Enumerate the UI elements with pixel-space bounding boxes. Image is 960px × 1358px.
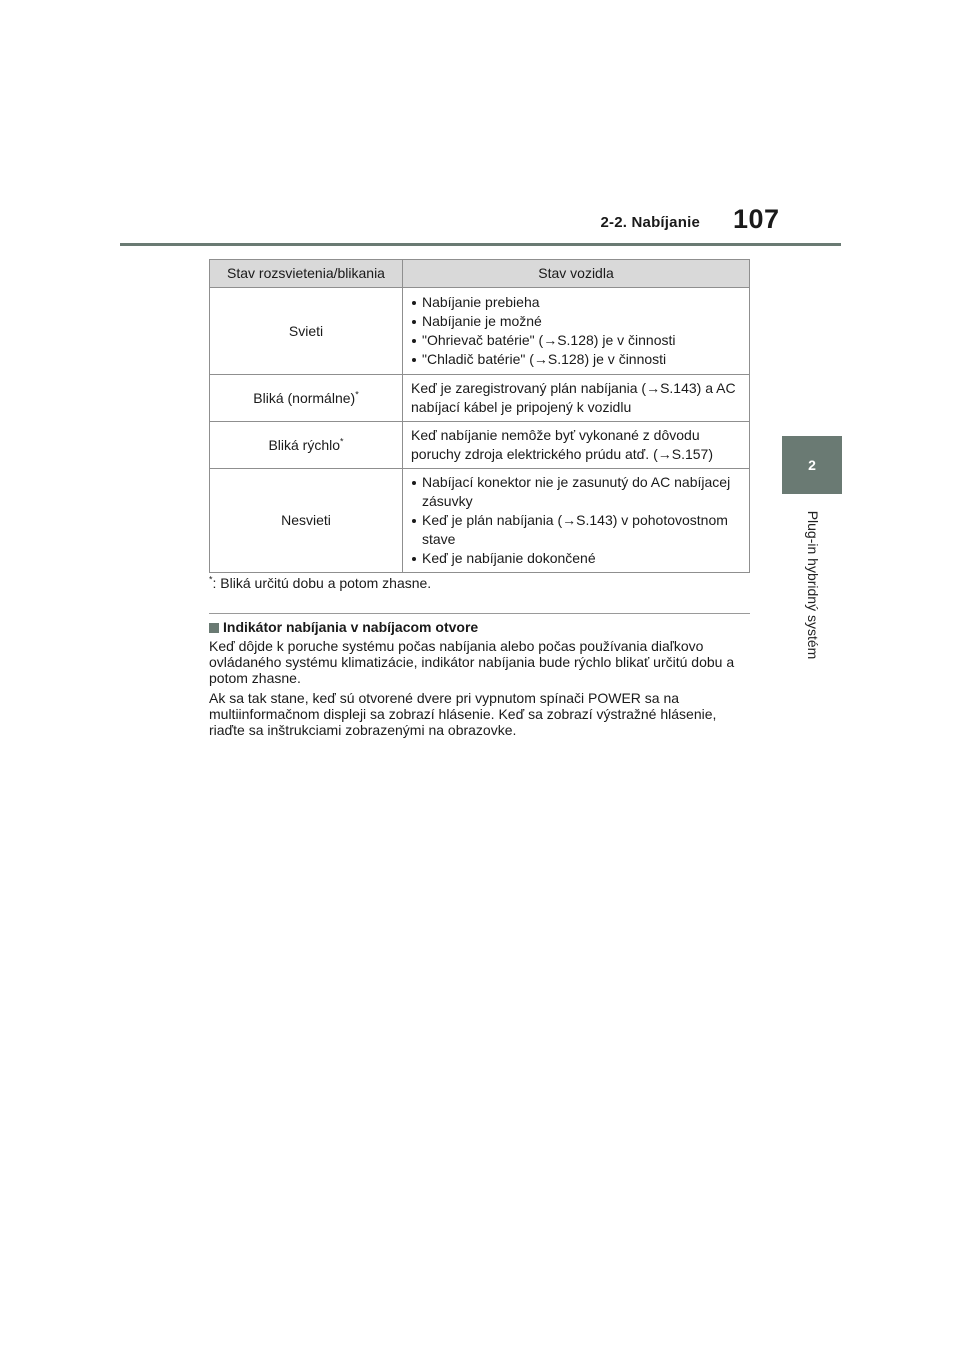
state-cell: Nesvieti [210, 469, 403, 573]
table-row [210, 422, 750, 469]
description-cell [403, 288, 750, 375]
footnote-text: : Bliká určitú dobu a potom zhasne. [212, 575, 432, 591]
state-label: Bliká (normálne) [253, 389, 356, 406]
state-cell [210, 422, 403, 469]
table-header-row [210, 260, 750, 288]
list-item: Keď je nabíjanie dokončené [411, 549, 741, 568]
state-cell [210, 375, 403, 422]
chapter-tab: 2 [782, 436, 842, 494]
table-row [210, 288, 750, 375]
column-header-vehicle-state: Stav vozidla [403, 260, 750, 288]
indicator-status-table [209, 259, 750, 573]
paragraph: Ak sa tak stane, keď sú otvorené dvere pri vypnutom spínači POWER sa na multiinformačnom displeji sa zobrazí hlásenie. Keď sa zobrazí výstražné hlásenie, riaďte sa inštrukciami zobrazenými na obrazovke. [209, 690, 717, 738]
description-cell [403, 469, 750, 573]
section-heading-text: Indikátor nabíjania v nabíjacom otvore [223, 619, 479, 635]
bullet-list [411, 293, 741, 369]
header-divider [120, 243, 841, 246]
column-header-lighting-state: Stav rozsvietenia/blikania [210, 260, 403, 288]
description-cell: Keď je zaregistrovaný plán nabíjania (→S.143) a AC nabíjací kábel je pripojený k vozidlu [403, 375, 750, 422]
footnote-mark: * [340, 435, 344, 446]
state-cell: Svieti [210, 288, 403, 375]
list-item: Nabíjanie prebieha [411, 293, 741, 312]
list-item: Nabíjanie je možné [411, 312, 741, 331]
table-footnote [209, 575, 431, 591]
section-title: 2-2. Nabíjanie [600, 214, 700, 231]
table-row [210, 375, 750, 422]
list-item: Nabíjací konektor nie je zasunutý do AC nabíjacej zásuvky [411, 473, 741, 511]
list-item: Keď je plán nabíjania (→S.143) v pohotovostnom stave [411, 511, 741, 549]
bullet-list [411, 473, 741, 568]
list-item: "Chladič batérie" (→S.128) je v činnosti [411, 350, 741, 369]
paragraph: Keď dôjde k poruche systému počas nabíjania alebo počas používania diaľkovo ovládaného systému klimatizácie, indikátor nabíjania bude rýchlo blikať určitú dobu a potom zhasne. [209, 638, 735, 686]
state-label: Bliká rýchlo [268, 436, 341, 453]
footnote-mark: * [209, 574, 213, 585]
page-number: 107 [733, 204, 780, 234]
section-divider [209, 613, 750, 614]
footnote-mark: * [355, 388, 359, 399]
square-bullet-icon [209, 623, 219, 633]
section-heading [209, 619, 478, 635]
list-item: "Ohrievač batérie" (→S.128) je v činnosti [411, 331, 741, 350]
table-row [210, 469, 750, 573]
chapter-label: Plug-in hybridný systém [805, 510, 821, 660]
description-cell: Keď nabíjanie nemôže byť vykonané z dôvodu poruchy zdroja elektrického prúdu atď. (→S.157) [403, 422, 750, 469]
